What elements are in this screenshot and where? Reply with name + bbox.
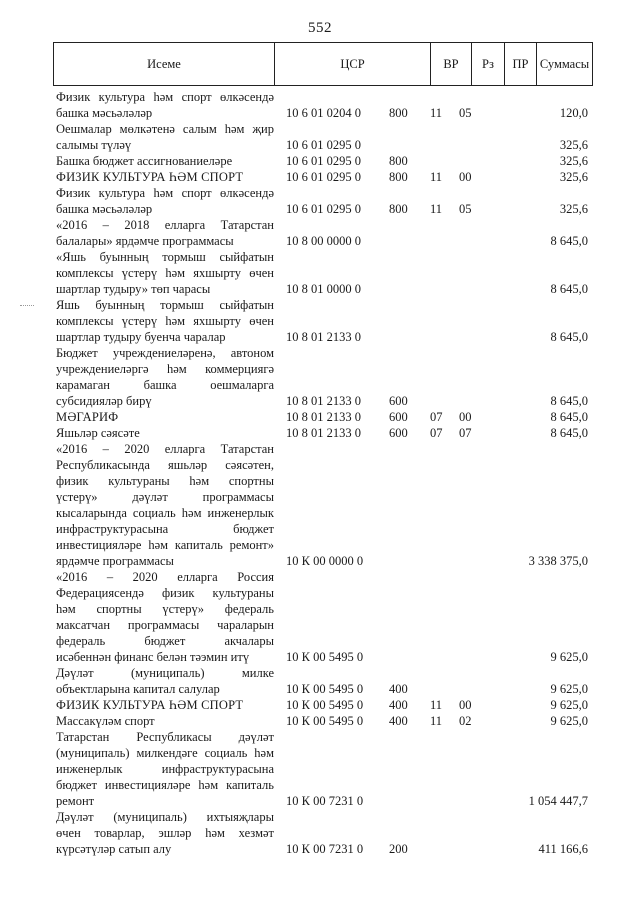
row-rz: 11 — [430, 698, 443, 712]
row-sum: 9 625,0 — [550, 714, 588, 728]
row-vr: 400 — [389, 714, 408, 728]
row-name-line: исәбеннән финанс белән тәэмин итү — [56, 650, 250, 664]
row-name-line: күрсәтүләр сатып алу — [56, 842, 172, 856]
row-pr: 05 — [459, 202, 472, 216]
row-name — [56, 345, 274, 409]
row-vr: 800 — [389, 106, 408, 120]
page-number: 552 — [308, 20, 332, 36]
row-vr: 600 — [389, 394, 408, 408]
row-name-line: өчен товарлар, эшләр һәм хезмәт — [56, 826, 274, 840]
row-csr: 10 6 01 0295 0 — [286, 138, 361, 152]
row-name — [56, 729, 274, 809]
row-sum: 411 166,6 — [538, 842, 588, 856]
table-row — [0, 121, 640, 153]
row-name-line: (муниципаль) милкендәге социаль һәм — [56, 746, 274, 760]
row-sum: 8 645,0 — [550, 394, 588, 408]
row-name — [56, 121, 274, 153]
table-row — [0, 697, 640, 713]
row-name-line: башка мәсьәләләр — [56, 106, 153, 120]
row-name-line: «2016 – 2020 елларга Россия — [56, 570, 274, 584]
row-name — [56, 569, 274, 665]
row-name-line: «Яшь буынның тормыш сыйфатын — [56, 250, 274, 264]
header-pr: ПР — [505, 43, 537, 85]
row-pr: 00 — [459, 698, 472, 712]
row-name-line: ФИЗИК КУЛЬТУРА ҺӘМ СПОРТ — [56, 170, 244, 184]
row-vr: 400 — [389, 682, 408, 696]
row-vr: 600 — [389, 426, 408, 440]
row-name — [56, 169, 274, 185]
row-name-line: федераль бюджет акчалары — [56, 634, 274, 648]
table-row — [0, 809, 640, 857]
row-name-line: Дәүләт (муниципаль) ихтыяҗлары — [56, 810, 274, 824]
header-rz: Рз — [472, 43, 505, 85]
table-row — [0, 425, 640, 441]
row-pr: 07 — [459, 426, 472, 440]
row-csr: 10 8 01 2133 0 — [286, 410, 361, 424]
row-name-line: Башка бюджет ассигнованиеләре — [56, 154, 233, 168]
row-csr: 10 К 00 5495 0 — [286, 650, 364, 664]
row-name-line: Физик культура һәм спорт өлкәсендә — [56, 186, 274, 200]
row-name-line: инфраструктурасына бюджет — [56, 522, 274, 536]
row-csr: 10 6 01 0295 0 — [286, 202, 361, 216]
row-name-line: физик культураны һәм спортны — [56, 474, 274, 488]
row-csr: 10 6 01 0204 0 — [286, 106, 361, 120]
row-name-line: бюджет инвестицияләре һәм капиталь — [56, 778, 274, 792]
row-rz: 07 — [430, 426, 443, 440]
row-sum: 8 645,0 — [550, 410, 588, 424]
row-pr: 00 — [459, 170, 472, 184]
row-name — [56, 697, 274, 713]
row-name — [56, 441, 274, 569]
row-sum: 325,6 — [559, 170, 588, 184]
row-csr: 10 8 01 2133 0 — [286, 426, 361, 440]
row-name-line: «2016 – 2020 елларга Татарстан — [56, 442, 274, 456]
row-name-line: Яшьләр сәясәте — [56, 426, 140, 440]
row-name-line: ремонт — [56, 794, 95, 808]
row-name-line: инженерлык инфраструктурасына — [56, 762, 274, 776]
header-name: Исеме — [54, 43, 275, 85]
row-vr: 800 — [389, 170, 408, 184]
row-name — [56, 713, 274, 729]
row-name — [56, 297, 274, 345]
row-rz: 11 — [430, 714, 443, 728]
table-row — [0, 441, 640, 569]
table-row — [0, 217, 640, 249]
row-sum: 9 625,0 — [550, 698, 588, 712]
row-name-line: Яшь буынның тормыш сыйфатын — [56, 298, 274, 312]
row-pr: 00 — [459, 410, 472, 424]
row-name-line: Оешмалар мөлкәтенә салым һәм җир — [56, 122, 274, 136]
row-vr: 200 — [389, 842, 408, 856]
row-vr: 600 — [389, 410, 408, 424]
row-sum: 120,0 — [559, 106, 588, 120]
row-vr: 400 — [389, 698, 408, 712]
row-pr: 05 — [459, 106, 472, 120]
row-name-line: учреждениеләргә һәм коммерциягә — [56, 362, 274, 376]
row-name-line: Бюджет учреждениеләренә, автоном — [56, 346, 274, 360]
row-name-line: Физик культура һәм спорт өлкәсендә — [56, 90, 274, 104]
row-name — [56, 409, 274, 425]
row-name-line: башка мәсьәләләр — [56, 202, 153, 216]
row-csr: 10 К 00 7231 0 — [286, 794, 364, 808]
row-sum: 325,6 — [559, 138, 588, 152]
row-name-line: балалары» ярдәмче программасы — [56, 234, 234, 248]
row-name — [56, 809, 274, 857]
table-row — [0, 713, 640, 729]
row-sum: 8 645,0 — [550, 234, 588, 248]
row-csr: 10 К 00 5495 0 — [286, 714, 364, 728]
table-row — [0, 409, 640, 425]
row-sum: 8 645,0 — [550, 330, 588, 344]
row-name — [56, 665, 274, 697]
row-name — [56, 249, 274, 297]
row-csr: 10 6 01 0295 0 — [286, 154, 361, 168]
row-name-line: субсидияләр бирү — [56, 394, 152, 408]
table-row — [0, 185, 640, 217]
row-name-line: инвестицияләре һәм капиталь ремонт» — [56, 538, 274, 552]
table-row — [0, 89, 640, 121]
row-name-line: шартлар тудыру буенча чаралар — [56, 330, 226, 344]
row-name-line: Дәүләт (муниципаль) милке — [56, 666, 274, 680]
row-name-line: Республикасында яшьләр сәясәтен, — [56, 458, 274, 472]
row-rz: 07 — [430, 410, 443, 424]
row-csr: 10 8 01 0000 0 — [286, 282, 361, 296]
row-name-line: «2016 – 2018 елларга Татарстан — [56, 218, 274, 232]
row-name-line: Массакүләм спорт — [56, 714, 155, 728]
row-name-line: ярдәмче программасы — [56, 554, 174, 568]
table-row — [0, 345, 640, 409]
row-name — [56, 153, 274, 169]
row-csr: 10 К 00 5495 0 — [286, 682, 364, 696]
row-name — [56, 185, 274, 217]
row-rz: 11 — [430, 106, 443, 120]
row-name-line: Татарстан Республикасы дәүләт — [56, 730, 274, 744]
row-name-line: салымы түләү — [56, 138, 132, 152]
row-name — [56, 425, 274, 441]
row-sum: 8 645,0 — [550, 282, 588, 296]
header-sum: Суммасы — [539, 57, 590, 71]
row-rz: 11 — [430, 170, 443, 184]
row-name-line: шартлар тудыру» төп чарасы — [56, 282, 211, 296]
table-header — [53, 42, 593, 86]
row-name-line: объектларына капитал салулар — [56, 682, 220, 696]
row-csr: 10 К 00 0000 0 — [286, 554, 364, 568]
row-name-line: МӘГАРИФ — [56, 410, 119, 424]
row-csr: 10 8 01 2133 0 — [286, 330, 361, 344]
row-vr: 800 — [389, 202, 408, 216]
header-vr: ВР — [431, 43, 472, 85]
row-sum: 1 054 447,7 — [528, 794, 588, 808]
table-row — [0, 297, 640, 345]
table-row — [0, 729, 640, 809]
row-name-line: ФИЗИК КУЛЬТУРА ҺӘМ СПОРТ — [56, 698, 244, 712]
row-name-line: үстерү» дәүләт программасы — [56, 490, 274, 504]
row-vr: 800 — [389, 154, 408, 168]
row-sum: 3 338 375,0 — [528, 554, 588, 568]
header-csr: ЦСР — [275, 43, 431, 85]
row-sum: 9 625,0 — [550, 650, 588, 664]
row-sum: 325,6 — [559, 154, 588, 168]
table-row — [0, 153, 640, 169]
table-row — [0, 169, 640, 185]
row-sum: 9 625,0 — [550, 682, 588, 696]
row-csr: 10 8 01 2133 0 — [286, 394, 361, 408]
row-pr: 02 — [459, 714, 472, 728]
row-csr: 10 8 00 0000 0 — [286, 234, 361, 248]
row-name — [56, 89, 274, 121]
row-name-line: комплексы үстерү һәм яхшырту өчен — [56, 266, 274, 280]
row-name-line: карамаган башка оешмаларга — [56, 378, 274, 392]
row-csr: 10 К 00 5495 0 — [286, 698, 364, 712]
row-rz: 11 — [430, 202, 443, 216]
row-name-line: Федерациясендә физик культураны — [56, 586, 274, 600]
row-sum: 8 645,0 — [550, 426, 588, 440]
row-csr: 10 К 00 7231 0 — [286, 842, 364, 856]
row-name-line: һәм спортны үстерү» федераль — [56, 602, 274, 616]
table-row — [0, 249, 640, 297]
row-name-line: кысаларында социаль һәм инженерлык — [56, 506, 274, 520]
table-row — [0, 569, 640, 665]
row-csr: 10 6 01 0295 0 — [286, 170, 361, 184]
row-name — [56, 217, 274, 249]
table-row — [0, 665, 640, 697]
row-name-line: комплексы үстерү һәм яхшырту өчен — [56, 314, 274, 328]
row-name-line: максатчан программасы чараларын — [56, 618, 274, 632]
row-sum: 325,6 — [559, 202, 588, 216]
